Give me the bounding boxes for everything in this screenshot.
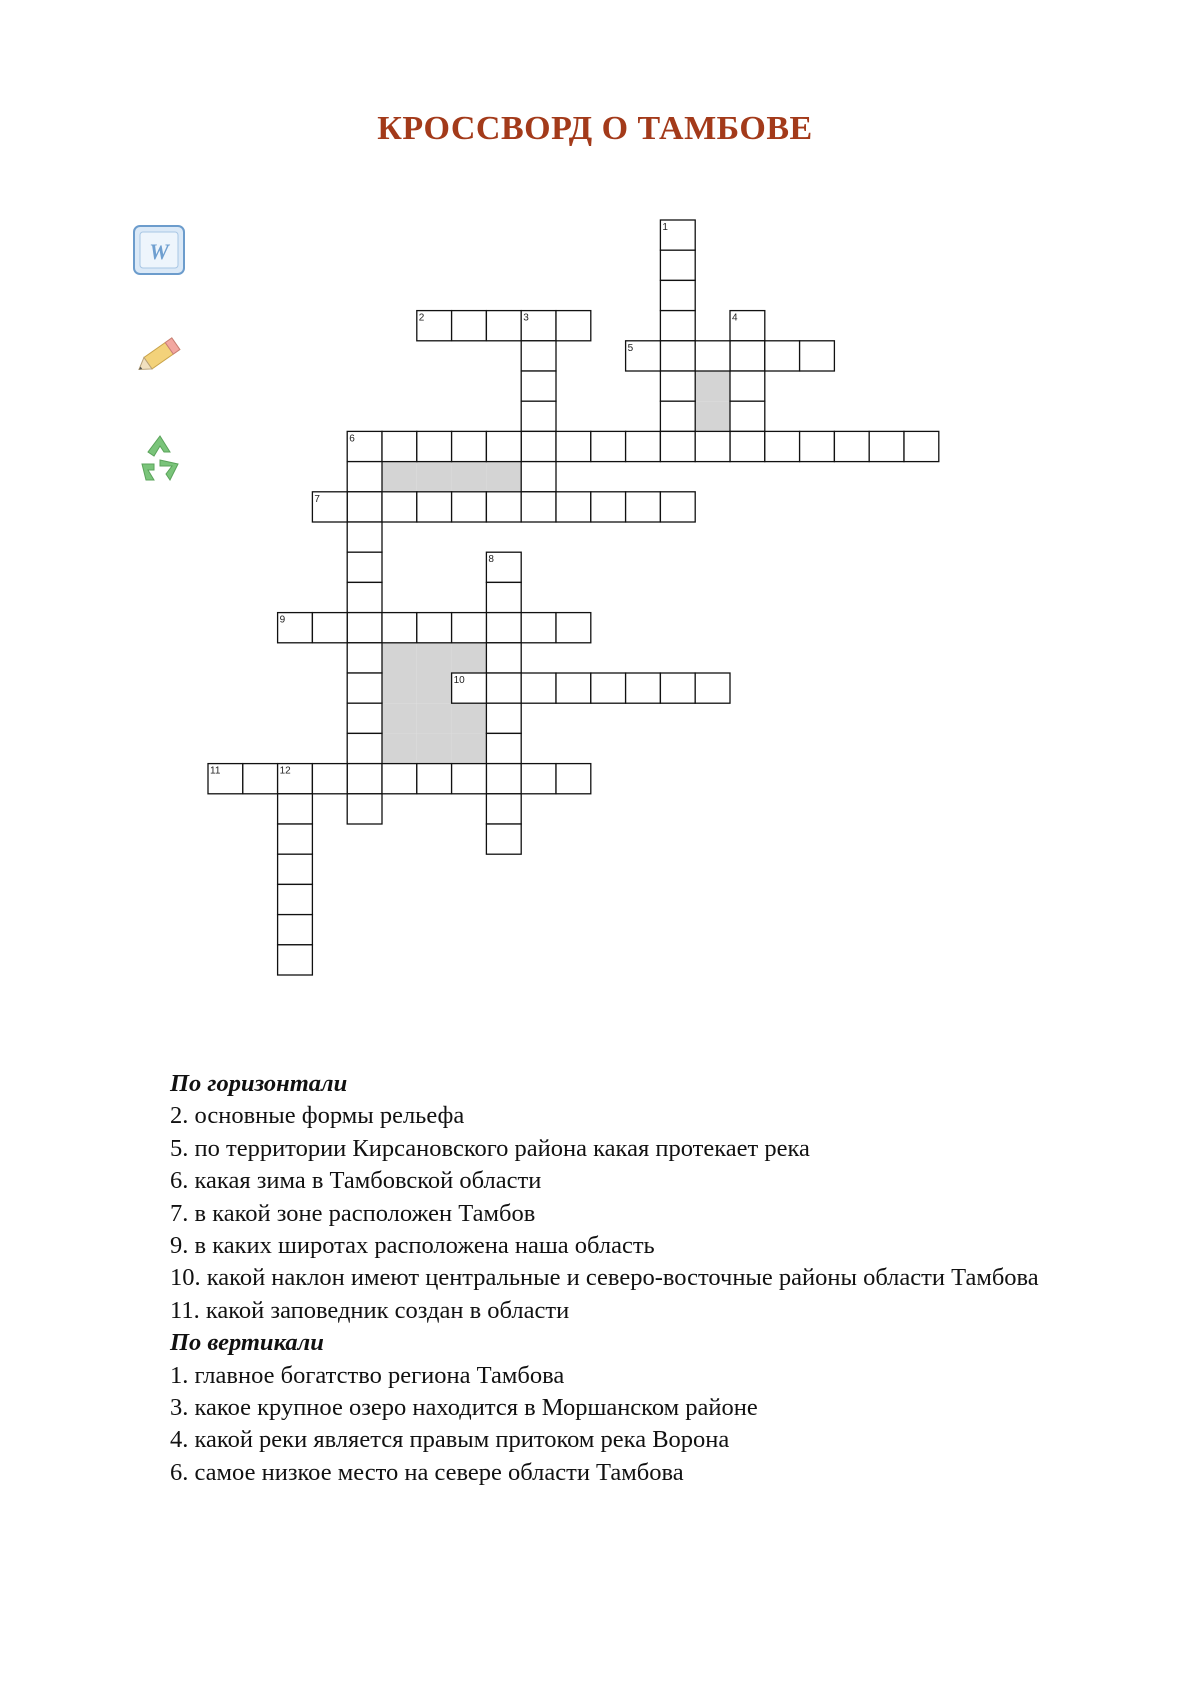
svg-text:W: W (149, 239, 169, 264)
clue-across-2: 2. основные формы рельефа (170, 1102, 465, 1130)
crossword-cell[interactable] (660, 311, 695, 341)
shaded-cell (452, 703, 487, 733)
page-title: КРОССВОРД О ТАМБОВЕ (377, 110, 813, 147)
shaded-cell (695, 401, 730, 431)
crossword-cell[interactable] (626, 673, 661, 703)
shaded-cell (382, 703, 417, 733)
crossword-cell[interactable] (869, 431, 904, 461)
crossword-cell[interactable] (591, 492, 626, 522)
shaded-cell (452, 643, 487, 673)
crossword-cell[interactable] (556, 764, 591, 794)
across-heading: По горизонтали (170, 1070, 348, 1097)
shaded-cell (417, 733, 452, 763)
crossword-cell[interactable] (591, 673, 626, 703)
shaded-cell (695, 371, 730, 401)
crossword-cell[interactable] (904, 431, 939, 461)
crossword-cell[interactable] (278, 915, 313, 945)
crossword-cell[interactable] (382, 764, 417, 794)
clue-number-6: 6 (349, 433, 355, 445)
crossword-cell[interactable] (660, 250, 695, 280)
clue-number-8: 8 (488, 554, 494, 566)
crossword-cell[interactable] (730, 341, 765, 371)
crossword-cell[interactable] (591, 431, 626, 461)
crossword-cell[interactable] (695, 341, 730, 371)
clue-across-9: 9. в каких широтах расположена наша область (170, 1232, 655, 1260)
crossword-cell[interactable] (486, 673, 521, 703)
crossword-cell[interactable] (347, 794, 382, 824)
shaded-cell (417, 462, 452, 492)
crossword-cell[interactable] (521, 401, 556, 431)
crossword-cell[interactable] (417, 613, 452, 643)
crossword-cell[interactable] (452, 311, 487, 341)
shaded-cell (417, 643, 452, 673)
shaded-cell (382, 462, 417, 492)
crossword-cell[interactable] (486, 794, 521, 824)
crossword-cell[interactable] (486, 733, 521, 763)
clue-number-7: 7 (314, 493, 320, 505)
crossword-cell[interactable] (556, 311, 591, 341)
clues-section (170, 1068, 1070, 1489)
crossword-cell[interactable] (730, 401, 765, 431)
crossword-cell[interactable] (521, 431, 556, 461)
crossword-cell[interactable] (660, 401, 695, 431)
shaded-cell (417, 703, 452, 733)
crossword-cell[interactable] (556, 431, 591, 461)
crossword-cell[interactable] (486, 311, 521, 341)
crossword-cell[interactable] (278, 794, 313, 824)
clue-across-7: 7. в какой зоне расположен Тамбов (170, 1199, 536, 1227)
crossword-cell[interactable] (278, 854, 313, 884)
crossword-cell[interactable] (660, 280, 695, 310)
crossword-cell[interactable] (347, 522, 382, 552)
clue-down-3: 3. какое крупное озеро находится в Моршанском районе (170, 1394, 758, 1422)
clue-down-6: 6. самое низкое место на севере области Тамбова (170, 1458, 684, 1486)
crossword-cell[interactable] (521, 462, 556, 492)
shaded-cell (417, 673, 452, 703)
crossword-cell[interactable] (626, 431, 661, 461)
crossword-cell[interactable] (486, 764, 521, 794)
shaded-cell (382, 643, 417, 673)
clue-number-12: 12 (279, 765, 291, 777)
crossword-cell[interactable] (486, 703, 521, 733)
crossword-cell[interactable] (800, 341, 835, 371)
crossword-cell[interactable] (452, 431, 487, 461)
crossword-cell[interactable] (382, 492, 417, 522)
crossword-cell[interactable] (347, 582, 382, 612)
crossword-cell[interactable] (347, 733, 382, 763)
shaded-cell (382, 673, 417, 703)
crossword-cell[interactable] (521, 673, 556, 703)
crossword-cell[interactable] (347, 462, 382, 492)
crossword-cell[interactable] (626, 492, 661, 522)
clue-number-9: 9 (279, 614, 286, 626)
clue-number-3: 3 (523, 312, 529, 324)
crossword-cell[interactable] (695, 431, 730, 461)
crossword-cell[interactable] (765, 431, 800, 461)
clue-number-1: 1 (662, 222, 668, 233)
crossword-cell[interactable] (347, 492, 382, 522)
crossword-cell[interactable] (452, 764, 487, 794)
crossword-cell[interactable] (382, 431, 417, 461)
clue-down-1: 1. главное богатство региона Тамбова (170, 1361, 565, 1389)
clue-across-6: 6. какая зима в Тамбовской области (170, 1167, 542, 1195)
crossword-cell[interactable] (486, 824, 521, 854)
crossword-cell[interactable] (730, 371, 765, 401)
crossword-cell[interactable] (347, 643, 382, 673)
crossword-cell[interactable] (486, 643, 521, 673)
crossword-cell[interactable] (347, 552, 382, 582)
crossword-cell[interactable] (556, 492, 591, 522)
clue-number-11: 11 (210, 765, 221, 777)
crossword-cell[interactable] (382, 613, 417, 643)
clue-across-10: 10. какой наклон имеют центральные и северо-восточные районы области Тамбова (170, 1264, 1039, 1292)
crossword-cell[interactable] (695, 673, 730, 703)
crossword-cell[interactable] (278, 884, 313, 914)
crossword-cell[interactable] (312, 764, 347, 794)
crossword-cell[interactable] (278, 824, 313, 854)
crossword-cell[interactable] (486, 582, 521, 612)
crossword-cell[interactable] (417, 764, 452, 794)
crossword-cell[interactable] (452, 613, 487, 643)
crossword-cell[interactable] (278, 945, 313, 975)
crossword-cell[interactable] (730, 431, 765, 461)
crossword-cell[interactable] (521, 764, 556, 794)
crossword-cell[interactable] (452, 492, 487, 522)
crossword-cell[interactable] (417, 492, 452, 522)
shaded-cell (452, 462, 487, 492)
clue-number-2: 2 (418, 312, 425, 324)
crossword-cell[interactable] (660, 492, 695, 522)
crossword-cell[interactable] (521, 492, 556, 522)
crossword-cell[interactable] (521, 371, 556, 401)
crossword-cell[interactable] (660, 431, 695, 461)
crossword-cell[interactable] (486, 492, 521, 522)
crossword-cell[interactable] (660, 673, 695, 703)
crossword-cell[interactable] (486, 613, 521, 643)
clue-number-4: 4 (732, 312, 738, 324)
crossword-cell[interactable] (834, 431, 869, 461)
clue-number-5: 5 (627, 342, 634, 354)
crossword-cell[interactable] (660, 371, 695, 401)
shaded-cell (486, 462, 521, 492)
crossword-cell[interactable] (347, 703, 382, 733)
clue-across-5: 5. по территории Кирсановского района какая протекает река (170, 1134, 810, 1162)
crossword-cell[interactable] (800, 431, 835, 461)
crossword-cell[interactable] (660, 341, 695, 371)
crossword-cell[interactable] (243, 764, 278, 794)
down-heading: По вертикали (170, 1329, 324, 1357)
crossword-cell[interactable] (347, 764, 382, 794)
clue-across-11: 11. какой заповедник создан в области (170, 1296, 570, 1324)
crossword-cell[interactable] (486, 431, 521, 461)
crossword-cell[interactable] (417, 431, 452, 461)
clue-number-10: 10 (453, 675, 465, 686)
crossword-cell[interactable] (556, 613, 591, 643)
crossword-cell[interactable] (765, 341, 800, 371)
crossword-cell[interactable] (556, 673, 591, 703)
crossword-cell[interactable] (347, 613, 382, 643)
shaded-cell (452, 733, 487, 763)
crossword-cell[interactable] (521, 613, 556, 643)
shaded-cell (382, 733, 417, 763)
crossword-cell[interactable] (347, 673, 382, 703)
crossword-cell[interactable] (521, 341, 556, 371)
crossword-cell[interactable] (312, 613, 347, 643)
clue-down-4: 4. какой реки является правым притоком река Ворона (170, 1426, 730, 1454)
